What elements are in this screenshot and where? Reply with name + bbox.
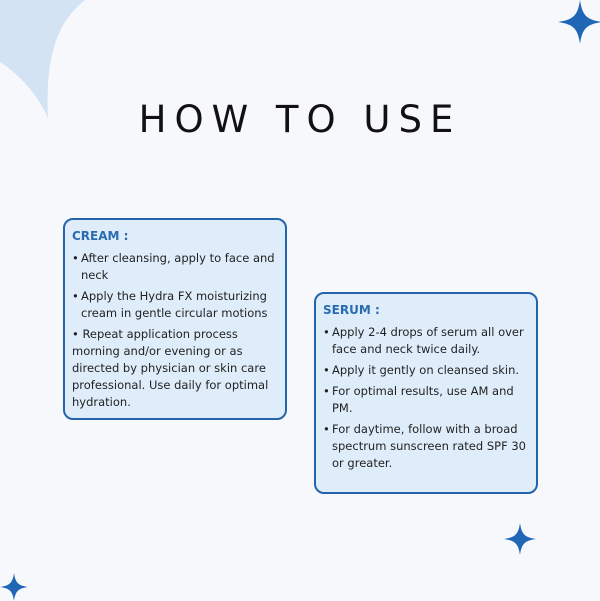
list-item: • Apply it gently on cleansed skin. xyxy=(323,362,528,379)
cream-heading: CREAM : xyxy=(72,229,129,243)
serum-heading: SERUM : xyxy=(323,303,380,317)
cream-instructions-list xyxy=(72,250,277,411)
list-item: • Apply 2-4 drops of serum all over face and neck twice daily. xyxy=(323,324,528,358)
list-item: • For optimal results, use AM and PM. xyxy=(323,383,528,417)
serum-instructions-list xyxy=(323,324,528,472)
list-item: • Repeat application process morning and/or evening or as directed by physician or skin care professional. Use daily for optimal hydration. xyxy=(72,327,269,409)
list-item: • Apply the Hydra FX moisturizing cream in gentle circular motions xyxy=(72,288,277,322)
cream-card xyxy=(63,218,287,420)
list-item: • For daytime, follow with a broad spectrum sunscreen rated SPF 30 or greater. xyxy=(323,421,528,472)
sparkle-icon xyxy=(504,523,536,555)
serum-card xyxy=(314,292,538,494)
page-title: HOW TO USE xyxy=(138,98,462,141)
sparkle-icon xyxy=(0,573,28,601)
sparkle-icon xyxy=(558,0,600,44)
list-item: • After cleansing, apply to face and neck xyxy=(72,250,277,284)
list-item-text: Repeat application process morning and/or evening or as directed by physician or skin care professional. Use daily for optimal hydration. xyxy=(72,327,269,409)
